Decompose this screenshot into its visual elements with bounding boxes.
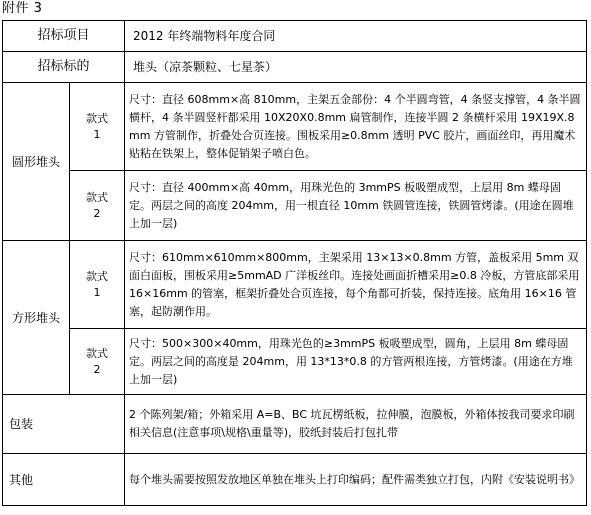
square-style-1-label-number: 1 xyxy=(93,285,101,299)
round-style-2-row xyxy=(3,171,587,241)
square-style-1-description: 尺寸：610mm×610mm×800mm，主架采用 13×13×0.8mm 方管，盖板采用 5mm 双面白面板，围板采用≥5mmAD 广洋板丝印。连接处画面折槽采用≥0.8 冷板，方管底部采用 16×16mm 的管塞，框架折叠处合页连接，每个角都可折装，保持连接。底角用 16×16 管塞，起防潮作用。 xyxy=(125,241,587,329)
round-style-2-label-number: 2 xyxy=(93,206,101,220)
packaging-description: 2 个陈列架/箱；外箱采用 A=B、BC 坑瓦楞纸板，拉伸膜，泡膜板，外箱体按我司要求印刷相关信息(注意事项\规格\重量等)，胶纸封装后打包扎带 xyxy=(125,395,587,454)
target-value: 堆头（凉茶颗粒、七星茶） xyxy=(125,52,587,83)
packaging-row xyxy=(3,395,587,454)
round-style-1-label-number: 1 xyxy=(93,127,101,141)
round-style-2-label xyxy=(70,171,125,241)
packaging-label: 包装 xyxy=(3,395,125,454)
attachment-label: 附件 3 xyxy=(2,1,43,16)
square-style-2-label-number: 2 xyxy=(93,362,101,376)
square-category-label: 方形堆头 xyxy=(3,241,70,395)
square-style-2-label-word: 款式 xyxy=(86,346,108,360)
other-label: 其他 xyxy=(3,454,125,506)
round-style-2-label-word: 款式 xyxy=(86,190,108,204)
project-row xyxy=(3,21,587,52)
round-style-1-label xyxy=(70,83,125,171)
square-style-2-row xyxy=(3,329,587,395)
square-style-1-label-word: 款式 xyxy=(86,269,108,283)
round-style-1-row xyxy=(3,83,587,171)
project-label: 招标项目 xyxy=(3,21,125,52)
target-row xyxy=(3,52,587,83)
square-style-1-row xyxy=(3,241,587,329)
project-value: 2012 年终端物料年度合同 xyxy=(125,21,587,52)
round-category-label: 圆形堆头 xyxy=(3,83,70,241)
other-description: 每个堆头需要按照发放地区单独在堆头上打印编码；配件需类独立打包，内附《安装说明书》 xyxy=(125,454,587,506)
square-style-1-label xyxy=(70,241,125,329)
round-style-1-label-word: 款式 xyxy=(86,111,108,125)
round-style-2-description: 尺寸：直径 400mm×高 40mm，用珠光色的 3mmPS 板吸塑成型，上层用 8m 蝶母固定。两层之间的高度 204mm，用一根直径 10mm 铁圆管连接，铁圆管烤漆。(用途在圆堆上加一层) xyxy=(125,171,587,241)
spec-table xyxy=(2,20,587,506)
other-row xyxy=(3,454,587,506)
round-style-1-description: 尺寸：直径 608mm×高 810mm，主架五金部份：4 个半圆弯管，4 条竖支撑管，4 条半圆横杆，4 条半圆竖杆都采用 10X20X0.8mm 扁管制作，连接半圆 2 条横杆采用 19X19X.8mm 方管制作，折叠处合页连接。围板采用≥0.8mm 透明 PVC 胶片，画面丝印，再用魔术贴粘在铁架上，整体促销架子喷白色。 xyxy=(125,83,587,171)
target-label: 招标标的 xyxy=(3,52,125,83)
square-style-2-label xyxy=(70,329,125,395)
square-style-2-description: 尺寸：500×300×40mm，用珠光色的≥3mmPS 板吸塑成型，圆角，上层用 8m 蝶母固定。两层之间的高度是 204mm，用 13*13*0.8 的方管两根连接，方管烤漆。(用途在方堆上加一层) xyxy=(125,329,587,395)
